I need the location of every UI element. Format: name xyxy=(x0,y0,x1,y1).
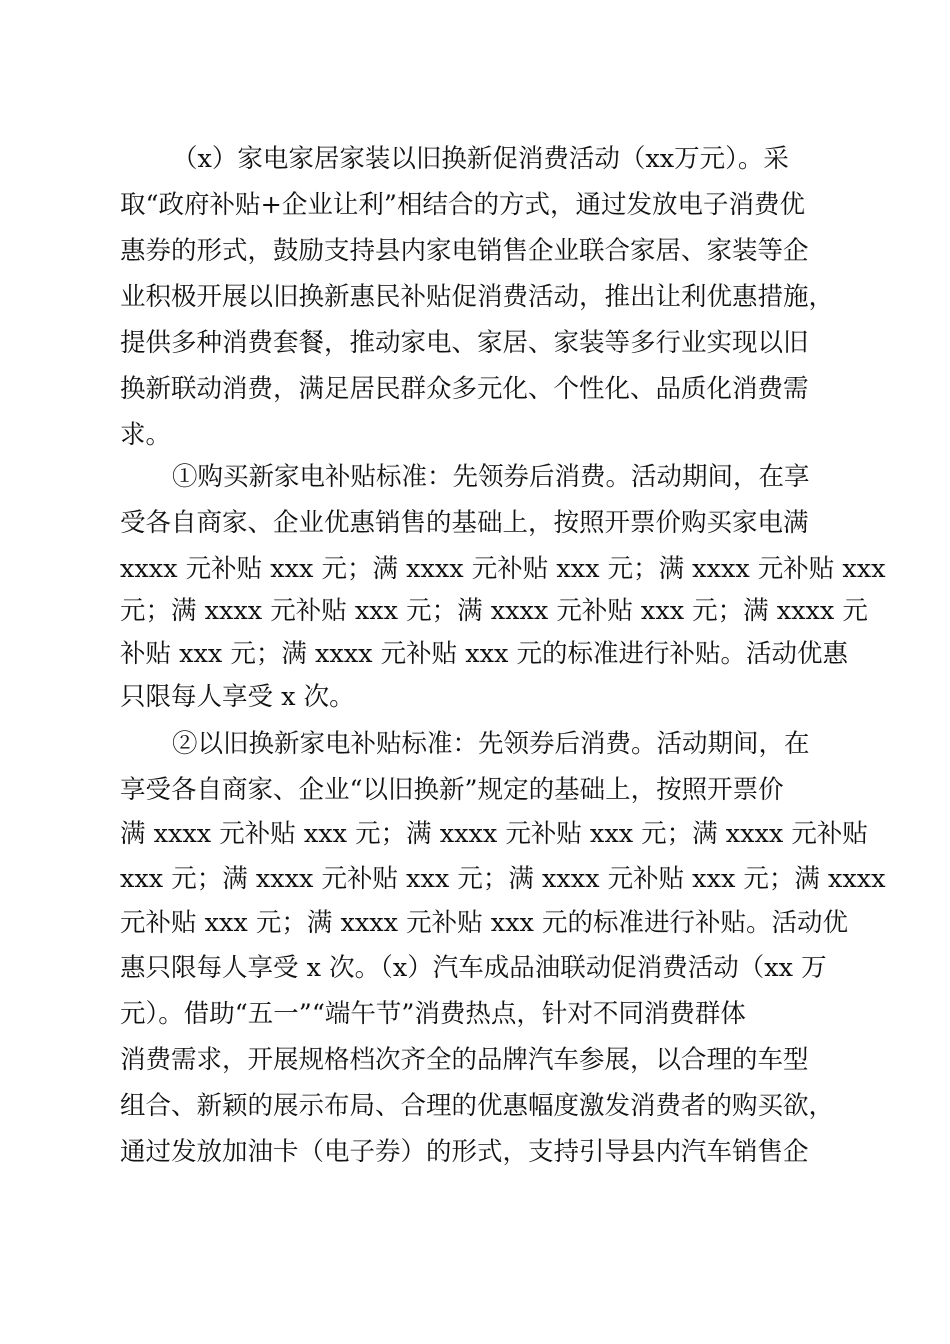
text-line: 元；满 xxxx 元补贴 xxx 元；满 xxxx 元补贴 xxx 元；满 xxxx 元 xyxy=(120,596,868,626)
text-line: 惠券的形式，鼓励支持县内家电销售企业联合家居、家装等企 xyxy=(120,236,809,266)
text-line: 惠只限每人享受 x 次。（x）汽车成品油联动促消费活动（xx 万 xyxy=(120,953,827,983)
text-line: xxxx 元补贴 xxx 元；满 xxxx 元补贴 xxx 元；满 xxxx 元补贴 xxx xyxy=(120,554,886,584)
text-line: 元补贴 xxx 元；满 xxxx 元补贴 xxx 元的标准进行补贴。活动优 xyxy=(120,908,848,938)
text-line: ①购买新家电补贴标准：先领券后消费。活动期间，在享 xyxy=(172,462,810,492)
text-line: 元）。借助“五一”“端午节”消费热点，针对不同消费群体 xyxy=(120,999,746,1029)
text-line: 求。 xyxy=(120,420,172,450)
text-line: 只限每人享受 x 次。 xyxy=(120,682,355,712)
text-line: 享受各自商家、企业“以旧换新”规定的基础上，按照开票价 xyxy=(120,775,784,805)
text-line: ②以旧换新家电补贴标准：先领券后消费。活动期间，在 xyxy=(172,729,810,759)
text-line: 受各自商家、企业优惠销售的基础上，按照开票价购买家电满 xyxy=(120,508,809,538)
text-line: 换新联动消费，满足居民群众多元化、个性化、品质化消费需 xyxy=(120,374,809,404)
text-line: xxx 元；满 xxxx 元补贴 xxx 元；满 xxxx 元补贴 xxx 元；满 xxxx xyxy=(120,864,886,894)
text-line: 取“政府补贴+企业让利”相结合的方式，通过发放电子消费优 xyxy=(120,190,805,220)
text-line: 补贴 xxx 元；满 xxxx 元补贴 xxx 元的标准进行补贴。活动优惠 xyxy=(120,639,848,669)
text-line: 满 xxxx 元补贴 xxx 元；满 xxxx 元补贴 xxx 元；满 xxxx 元补贴 xyxy=(120,819,868,849)
text-line: 通过发放加油卡（电子券）的形式，支持引导县内汽车销售企 xyxy=(120,1137,809,1167)
text-line: 消费需求，开展规格档次齐全的品牌汽车参展，以合理的车型 xyxy=(120,1045,809,1075)
text-line: （x）家电家居家装以旧换新促消费活动（xx万元）。采 xyxy=(172,144,789,174)
text-line: 业积极开展以旧换新惠民补贴促消费活动，推出让利优惠措施， xyxy=(120,282,835,312)
text-line: 提供多种消费套餐，推动家电、家居、家装等多行业实现以旧 xyxy=(120,328,809,358)
text-line: 组合、新颖的展示布局、合理的优惠幅度激发消费者的购买欲， xyxy=(120,1091,835,1121)
